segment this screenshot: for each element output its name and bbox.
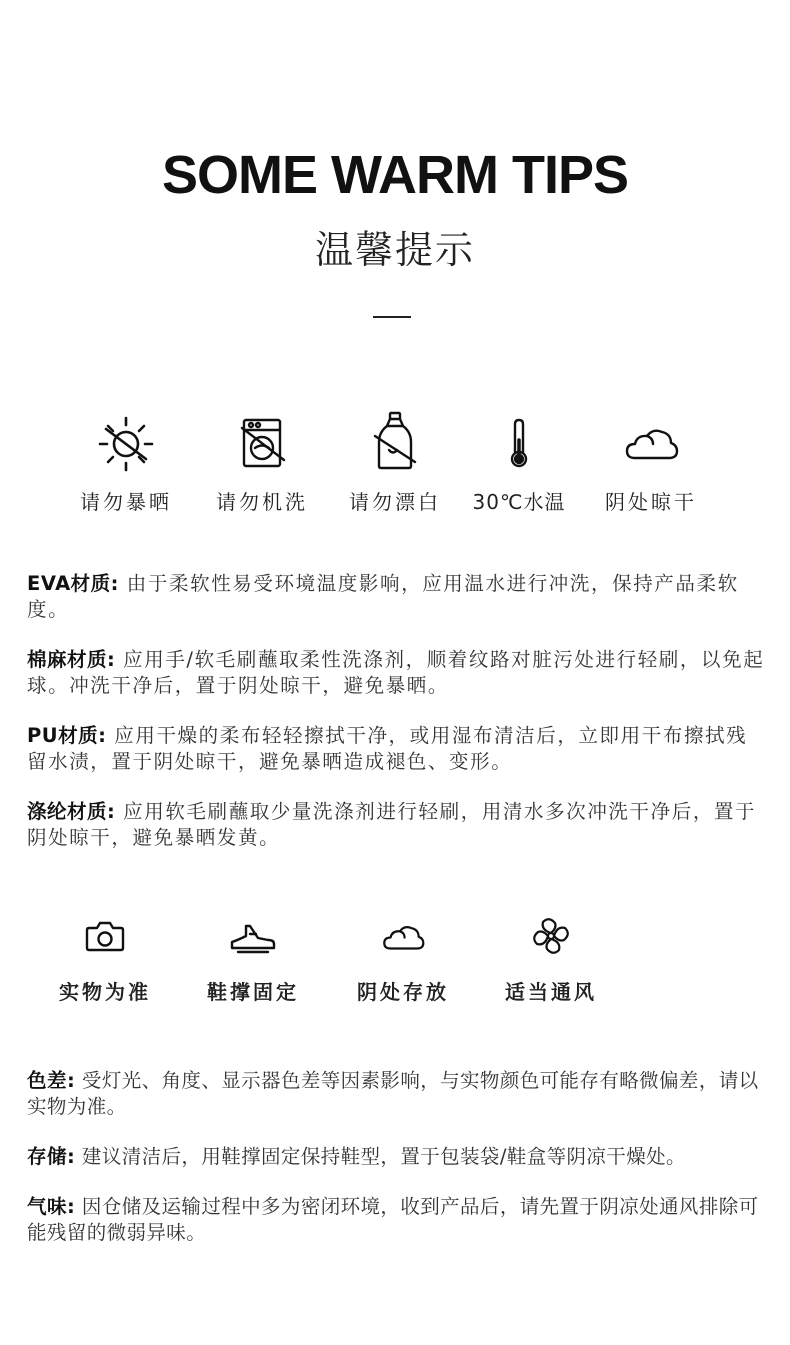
note-label: 色差: [27,1069,76,1092]
note-label: 涤纶材质: [27,800,116,823]
care-label: 30℃水温 [472,490,566,514]
storage-item-ventilate [476,904,626,1006]
title-divider [373,316,411,318]
care-item-no-sun [51,410,201,516]
care-label: 阴处晾干 [605,490,697,514]
care-label: 请勿暴晒 [80,490,172,514]
fan-icon [476,904,626,968]
no-sun-icon [51,410,201,474]
no-machine-wash-icon [187,410,337,474]
note-label: 存储: [27,1145,76,1168]
note-label: 棉麻材质: [27,648,116,671]
care-item-shade-dry [576,410,726,516]
note-polyester [27,799,767,851]
storage-item-shade [328,904,478,1006]
care-item-water-temp [444,410,594,516]
note-text: 应用干燥的柔布轻轻擦拭干净，或用湿布清洁后，立即用干布擦拭残留水渍，置于阴处晾干，避免暴晒造成褪色、变形。 [27,724,748,773]
note-text: 建议清洁后，用鞋撑固定保持鞋型，置于包装袋/鞋盒等阴凉干燥处。 [81,1145,686,1168]
cloud-icon [576,410,726,474]
page-title-cn: 温馨提示 [314,228,475,272]
material-notes [27,571,767,851]
note-eva [27,571,767,623]
storage-label: 阴处存放 [357,980,449,1004]
note-color-difference [27,1068,767,1120]
camera-icon [30,904,180,968]
note-label: 气味: [27,1195,76,1218]
note-storage [27,1144,767,1170]
storage-label: 适当通风 [505,980,597,1004]
note-label: EVA材质: [27,572,119,595]
page-title-en: SOME WARM TIPS [161,145,628,205]
note-pu [27,723,767,775]
shoe-tree-icon [178,904,328,968]
note-odor [27,1194,767,1246]
note-cotton-linen [27,647,767,699]
note-text: 应用手/软毛刷蘸取柔性洗涤剂，顺着纹路对脏污处进行轻刷，以免起球。冲洗干净后，置于阴处晾干，避免暴晒。 [27,648,765,697]
note-text: 应用软毛刷蘸取少量洗涤剂进行轻刷，用清水多次冲洗干净后，置于阴处晾干，避免暴晒发黄。 [27,800,757,849]
storage-notes [27,1068,767,1246]
note-text: 受灯光、角度、显示器色差等因素影响，与实物颜色可能存有略微偏差，请以实物为准。 [27,1069,759,1118]
storage-label: 实物为准 [59,980,151,1004]
storage-label: 鞋撑固定 [207,980,299,1004]
note-text: 由于柔软性易受环境温度影响，应用温水进行冲洗，保持产品柔软度。 [27,572,739,621]
storage-item-actual [30,904,180,1006]
care-label: 请勿漂白 [349,490,441,514]
note-text: 因仓储及运输过程中多为密闭环境，收到产品后，请先置于阴凉处通风排除可能残留的微弱异味。 [27,1195,759,1244]
note-label: PU材质: [27,724,107,747]
storage-item-shoe-tree [178,904,328,1006]
cloud-icon [328,904,478,968]
care-label: 请勿机洗 [216,490,308,514]
thermometer-icon [444,410,594,474]
care-item-no-machine-wash [187,410,337,516]
